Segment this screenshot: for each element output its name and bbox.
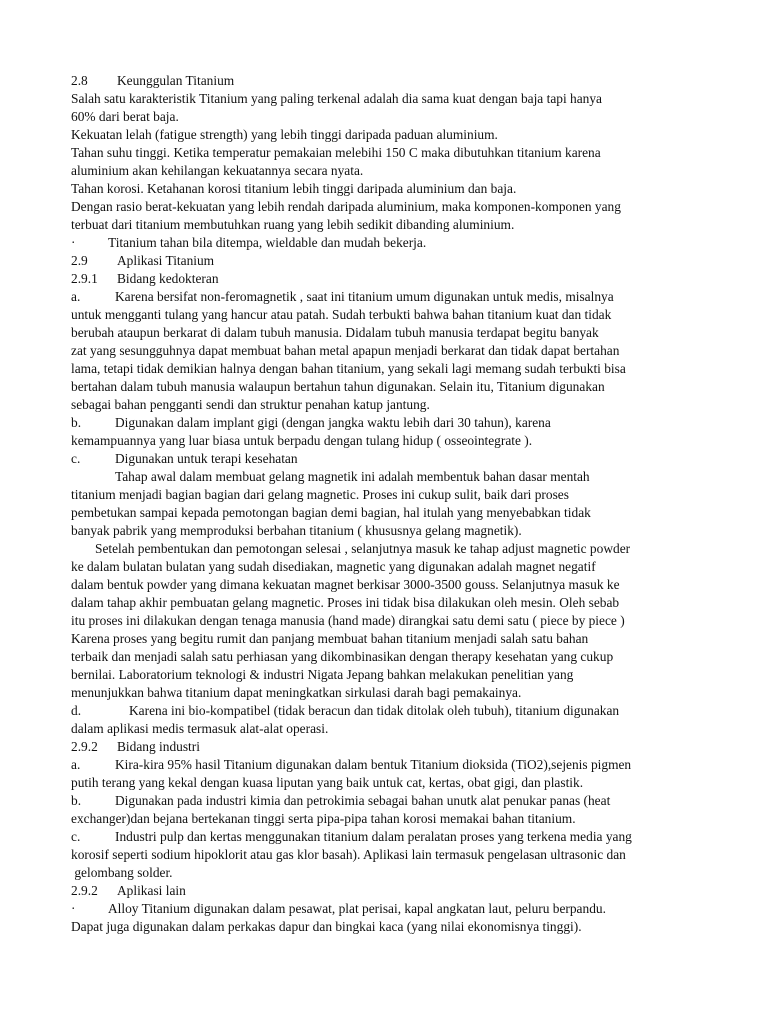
- text-line: lama, tetapi tidak demikian halnya dengan bahan titanium, yang sekali lagi memang sudah terbukti bisa: [71, 361, 626, 376]
- list-label: c.: [71, 451, 81, 466]
- list-label: b.: [71, 793, 82, 808]
- subsection-title: Bidang industri: [117, 739, 200, 754]
- subsection-heading-2-9-1: [71, 270, 703, 288]
- list-item-a: [71, 756, 703, 774]
- list-item-b: [71, 414, 703, 432]
- text-line: putih terang yang kekal dengan kuasa liputan yang baik untuk cat, kertas, obat gigi, dan plastik.: [71, 775, 584, 790]
- section-heading-2-8: [71, 72, 703, 90]
- text-line: Karena proses yang begitu rumit dan panjang membuat bahan titanium menjadi salah satu bahan: [71, 631, 589, 646]
- list-item-d: [71, 702, 703, 720]
- text-line: banyak pabrik yang memproduksi berbahan titanium ( khususnya gelang magnetik).: [71, 523, 522, 538]
- list-text: Karena ini bio-kompatibel (tidak beracun dan tidak ditolak oleh tubuh), titanium digunakan: [129, 703, 620, 718]
- text-line: terbuat dari titanium membutuhkan ruang yang lebih sedikit dibanding aluminium.: [71, 217, 515, 232]
- text-line: Tahan suhu tinggi. Ketika temperatur pemakaian melebihi 150 C maka dibutuhkan titanium karena: [71, 145, 601, 160]
- list-label: a.: [71, 757, 81, 772]
- bullet-text: Alloy Titanium digunakan dalam pesawat, plat perisai, kapal angkatan laut, peluru berpandu.: [108, 901, 606, 916]
- list-label: a.: [71, 289, 81, 304]
- text-line: Kekuatan lelah (fatigue strength) yang lebih tinggi daripada paduan aluminium.: [71, 127, 498, 142]
- list-label: d.: [71, 703, 82, 718]
- text-line: exchanger)dan bejana bertekanan tinggi serta pipa-pipa tahan korosi memakai bahan titanium.: [71, 811, 576, 826]
- subsection-number: 2.9.2: [71, 739, 98, 754]
- bullet-icon: ·: [71, 235, 76, 250]
- list-label: b.: [71, 415, 82, 430]
- document-page: [71, 72, 703, 936]
- list-text: Industri pulp dan kertas menggunakan titanium dalam peralatan proses yang terkena media yang: [115, 829, 632, 844]
- list-text: Karena bersifat non-feromagnetik , saat ini titanium umum digunakan untuk medis, misalnya: [115, 289, 614, 304]
- text-line: zat yang sesungguhnya dapat membuat bahan metal apapun menjadi berkarat dan tidak dapat bertahan: [71, 343, 620, 358]
- subsection-number: 2.9.2: [71, 883, 98, 898]
- subsection-heading-2-9-2: [71, 738, 703, 756]
- list-text: Kira-kira 95% hasil Titanium digunakan dalam bentuk Titanium dioksida (TiO2),sejenis pigmen: [115, 757, 632, 772]
- text-line: kemampuannya yang luar biasa untuk berpadu dengan tulang hidup ( osseointegrate ).: [71, 433, 533, 448]
- list-label: c.: [71, 829, 81, 844]
- subsection-title: Bidang kedokteran: [117, 271, 219, 286]
- bullet-icon: ·: [71, 901, 76, 916]
- text-line: Salah satu karakteristik Titanium yang paling terkenal adalah dia sama kuat dengan baja tapi hanya: [71, 91, 603, 106]
- text-line: dalam aplikasi medis termasuk alat-alat operasi.: [71, 721, 329, 736]
- text-line: Dengan rasio berat-kekuatan yang lebih rendah daripada aluminium, maka komponen-komponen yang: [71, 199, 621, 214]
- list-text: Digunakan dalam implant gigi (dengan jangka waktu lebih dari 30 tahun), karena: [115, 415, 551, 430]
- text-line: menunjukkan bahwa titanium dapat meningkatkan sirkulasi darah bagi pemakainya.: [71, 685, 522, 700]
- text-line: dalam tahap akhir pembuatan gelang magnetic. Proses ini tidak bisa dilakukan oleh mesin. Oleh sebab: [71, 595, 620, 610]
- text-line: ke dalam bulatan bulatan yang sudah disediakan, magnetic yang digunakan adalah magnet negatif: [71, 559, 596, 574]
- bullet-item: [71, 900, 703, 918]
- text-line: bertahan dalam tubuh manusia walaupun bertahun tahun digunakan. Selain itu, Titanium digunakan: [71, 379, 605, 394]
- text-line: Tahan korosi. Ketahanan korosi titanium lebih tinggi daripada aluminium dan baja.: [71, 181, 517, 196]
- list-item-c: [71, 828, 703, 846]
- section-number: 2.9: [71, 253, 88, 268]
- text-line: pembetukan sampai kepada pemotongan bagian demi bagian, hal itulah yang menyebabkan tidak: [71, 505, 591, 520]
- subsection-heading-aplikasi-lain: [71, 882, 703, 900]
- section-number: 2.8: [71, 73, 88, 88]
- text-line: Dapat juga digunakan dalam perkakas dapur dan bingkai kaca (yang nilai ekonomisnya tinggi).: [71, 919, 582, 934]
- list-item-b: [71, 792, 703, 810]
- text-line: bernilai. Laboratorium teknologi & industri Nigata Jepang bahkan melakukan penelitian yang: [71, 667, 574, 682]
- text-line: 60% dari berat baja.: [71, 109, 179, 124]
- text-line: terbaik dan menjadi salah satu perhiasan yang dikombinasikan dengan therapy kesehatan yang cukup: [71, 649, 614, 664]
- text-line: itu proses ini dilakukan dengan tenaga manusia (hand made) dirangkai satu demi satu ( piece by piece ): [71, 613, 625, 628]
- section-title: Aplikasi Titanium: [117, 253, 215, 268]
- text-line: berubah ataupun berkarat di dalam tubuh manusia. Didalam tubuh manusia terdapat begitu banyak: [71, 325, 599, 340]
- subsection-number: 2.9.1: [71, 271, 98, 286]
- text-line: gelombang solder.: [71, 865, 173, 880]
- text-line: Setelah pembentukan dan pemotongan selesai , selanjutnya masuk ke tahap adjust magnetic powder: [95, 541, 631, 556]
- bullet-text: Titanium tahan bila ditempa, wieldable dan mudah bekerja.: [108, 235, 427, 250]
- section-title: Keunggulan Titanium: [117, 73, 235, 88]
- list-item-c: [71, 450, 703, 468]
- text-line: dalam bentuk powder yang dimana kekuatan magnet berkisar 3000-3500 gouss. Selanjutnya masuk ke: [71, 577, 620, 592]
- text-line: titanium menjadi bagian bagian dari gelang magnetic. Proses ini cukup sulit, baik dari proses: [71, 487, 569, 502]
- text-line: sebagai bahan pengganti sendi dan struktur penahan katup jantung.: [71, 397, 430, 412]
- list-item-a: [71, 288, 703, 306]
- text-line: untuk mengganti tulang yang hancur atau patah. Sudah terbukti bahwa bahan titanium kuat dan tidak: [71, 307, 612, 322]
- text-line: Tahap awal dalam membuat gelang magnetik ini adalah membentuk bahan dasar mentah: [115, 469, 590, 484]
- list-text: Digunakan pada industri kimia dan petrokimia sebagai bahan unutk alat penukar panas (heat: [115, 793, 611, 808]
- text-line: aluminium akan kehilangan kekuatannya secara nyata.: [71, 163, 364, 178]
- bullet-item: [71, 234, 703, 252]
- subsection-title: Aplikasi lain: [117, 883, 186, 898]
- list-text: Digunakan untuk terapi kesehatan: [115, 451, 298, 466]
- text-line: korosif seperti sodium hipoklorit atau gas klor basah). Aplikasi lain termasuk pengelasan ultrasonic dan: [71, 847, 626, 862]
- section-heading-2-9: [71, 252, 703, 270]
